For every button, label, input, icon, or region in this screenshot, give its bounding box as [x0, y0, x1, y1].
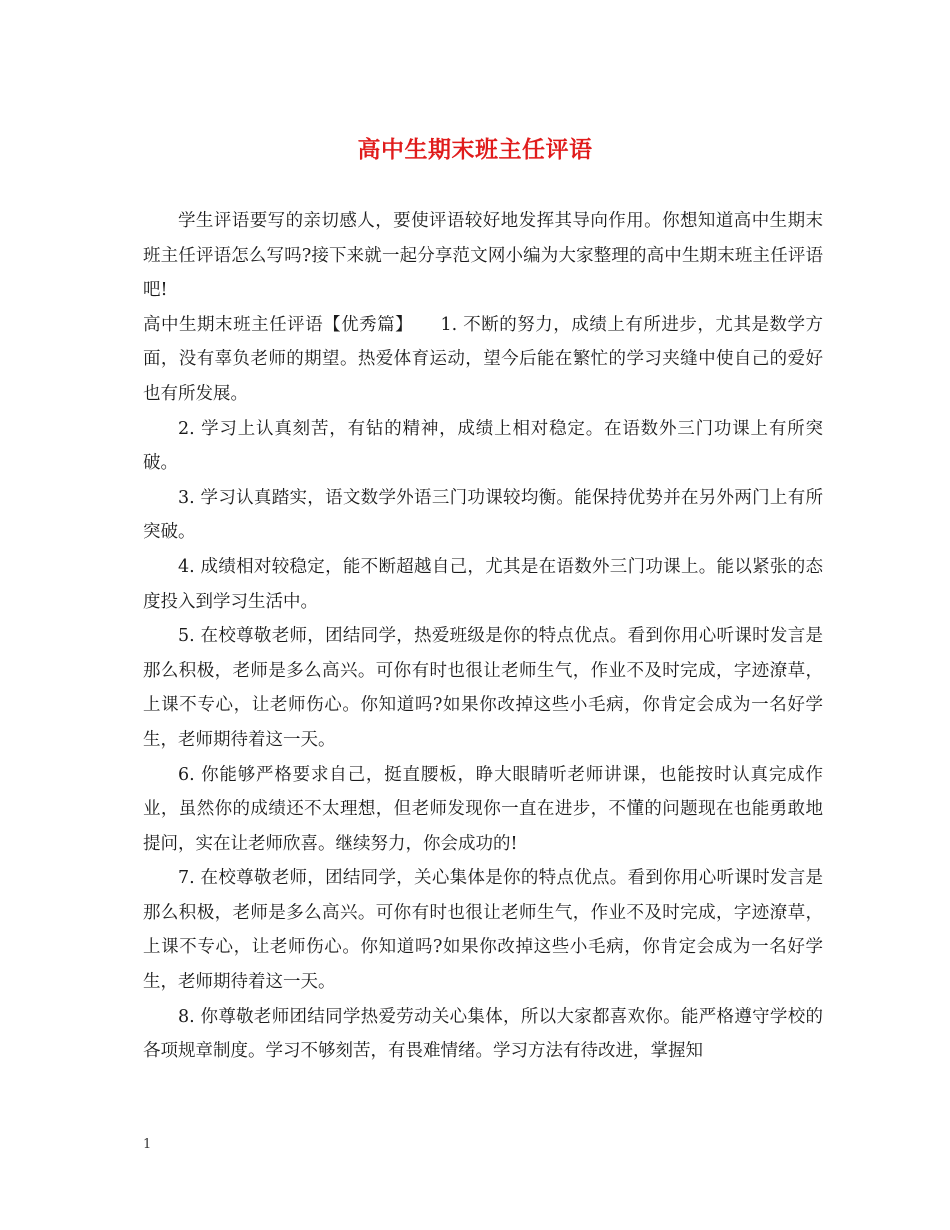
paragraph-3: 3. 学习认真踏实，语文数学外语三门功课较均衡。能保持优势并在另外两门上有所突破。 [143, 487, 823, 543]
paragraph-excellent-1: 高中生期末班主任评语【优秀篇】 1. 不断的努力，成绩上有所进步，尤其是数学方面，没有辜负老师的期望。热爱体育运动，望今后能在繁忙的学习夹缝中使自己的爱好也有所发展。 [143, 314, 823, 404]
document-title: 高中生期末班主任评语 [357, 136, 593, 163]
paragraph-7: 7. 在校尊敬老师，团结同学，关心集体是你的特点优点。看到你用心听课时发言是那么积极，老师是多么高兴。可你有时也很让老师生气，作业不及时完成，字迹潦草，上课不专心，让老师伤心。你知道吗?如果你改掉这些小毛病，你肯定会成为一名好学生，老师期待着这一天。 [143, 868, 823, 993]
paragraph-6: 6. 你能够严格要求自己，挺直腰板，睁大眼睛听老师讲课，也能按时认真完成作业，虽然你的成绩还不太理想，但老师发现你一直在进步，不懂的问题现在也能勇敢地提问，实在让老师欣喜。继续努力，你会成功的! [143, 764, 823, 854]
paragraph-2: 2. 学习上认真刻苦，有钻的精神，成绩上相对稳定。在语数外三门功课上有所突破。 [143, 418, 823, 474]
page-number: 1 [143, 1137, 152, 1152]
paragraph-intro: 学生评语要写的亲切感人，要使评语较好地发挥其导向作用。你想知道高中生期末班主任评语怎么写吗?接下来就一起分享范文网小编为大家整理的高中生期末班主任评语吧! [143, 211, 823, 301]
paragraph-4: 4. 成绩相对较稳定，能不断超越自己，尤其是在语数外三门功课上。能以紧张的态度投入到学习生活中。 [143, 556, 823, 612]
paragraph-5: 5. 在校尊敬老师，团结同学，热爱班级是你的特点优点。看到你用心听课时发言是那么积极，老师是多么高兴。可你有时也很让老师生气，作业不及时完成，字迹潦草，上课不专心，让老师伤心。你知道吗?如果你改掉这些小毛病，你肯定会成为一名好学生，老师期待着这一天。 [143, 626, 823, 750]
document-body [143, 204, 823, 1069]
paragraph-8: 8. 你尊敬老师团结同学热爱劳动关心集体，所以大家都喜欢你。能严格遵守学校的各项规章制度。学习不够刻苦，有畏难情绪。学习方法有待改进，掌握知 [143, 1006, 823, 1062]
